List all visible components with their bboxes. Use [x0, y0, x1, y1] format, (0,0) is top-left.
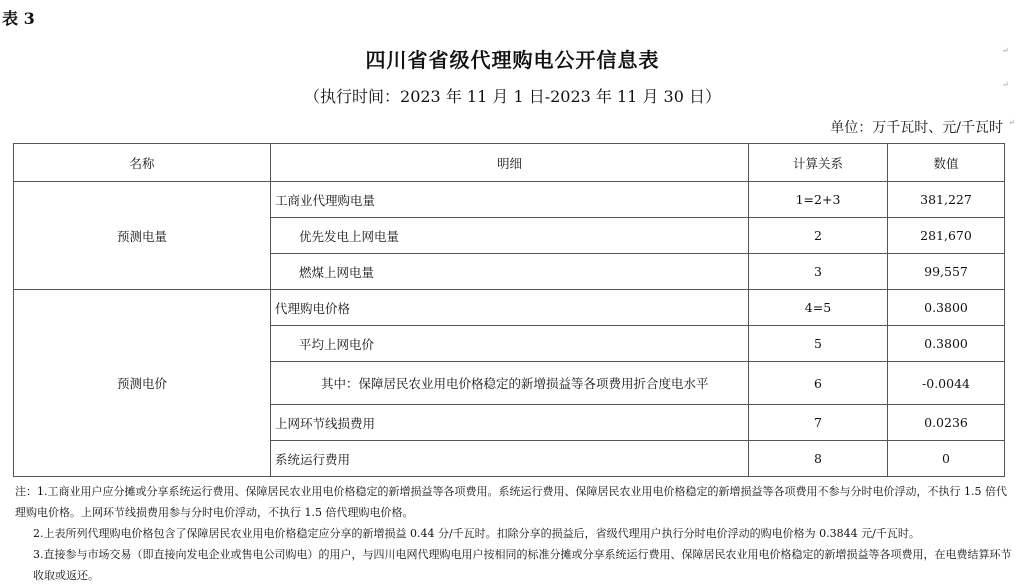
- row-detail: 代理购电价格: [271, 290, 749, 326]
- group-name-forecast-price: 预测电价: [14, 290, 271, 477]
- execution-period: （执行时间：2023 年 11 月 1 日-2023 年 11 月 30 日）: [304, 87, 721, 106]
- table-number-label: 表 3: [2, 9, 35, 28]
- row-value: 0: [888, 441, 1005, 477]
- row-formula: 3: [749, 254, 888, 290]
- row-value: 99,557: [888, 254, 1005, 290]
- row-formula: 4=5: [749, 290, 888, 326]
- row-detail: 其中：保障居民农业用电价格稳定的新增损益等各项费用折合度电水平: [271, 362, 749, 405]
- row-detail: 系统运行费用: [271, 441, 749, 477]
- row-detail: 上网环节线损费用: [271, 405, 749, 441]
- table-row: [14, 182, 1005, 218]
- table-header-row: [14, 144, 1005, 182]
- row-value: 0.3800: [888, 290, 1005, 326]
- row-value: 0.3800: [888, 326, 1005, 362]
- row-value: -0.0044: [888, 362, 1005, 405]
- paragraph-mark-icon: ↵: [1008, 118, 1015, 127]
- unit-label: 单位：万千瓦时、元/千瓦时: [830, 120, 1003, 136]
- paragraph-mark-icon: ↵: [1002, 46, 1009, 55]
- column-header-detail: 明细: [271, 144, 749, 182]
- row-detail: 优先发电上网电量: [271, 218, 749, 254]
- footnote-1: 注：1.工商业用户应分摊或分享系统运行费用、保障居民农业用电价格稳定的新增损益等各项费用。系统运行费用、保障居民农业用电价格稳定的新增损益等各项费用不参与分时电价浮动，不执行 1.5 倍代理购电价格。上网环节线损费用参与分时电价浮动，不执行 1.5 倍代理购电价格。: [15, 485, 1007, 519]
- table-row: [14, 290, 1005, 326]
- row-value: 381,227: [888, 182, 1005, 218]
- footnotes: [13, 481, 1013, 586]
- row-detail: 燃煤上网电量: [271, 254, 749, 290]
- footnote-2: 2.上表所列代理购电价格包含了保障居民农业用电价格稳定应分享的新增损益 0.44 分/千瓦时。扣除分享的损益后，省级代理用户执行分时电价浮动的购电价格为 0.3844 元/千瓦时。: [33, 527, 920, 540]
- row-formula: 8: [749, 441, 888, 477]
- column-header-name: 名称: [14, 144, 271, 182]
- row-formula: 5: [749, 326, 888, 362]
- column-header-value: 数值: [888, 144, 1005, 182]
- group-name-forecast-volume: 预测电量: [14, 182, 271, 290]
- footnote-3: 3.直接参与市场交易（即直接向发电企业或售电公司购电）的用户，与四川电网代理购电用户按相同的标准分摊或分享系统运行费用、保障居民农业用电价格稳定的新增损益等各项费用，在电费结算环节收取或返还。: [33, 548, 1012, 582]
- row-detail: 工商业代理购电量: [271, 182, 749, 218]
- row-formula: 2: [749, 218, 888, 254]
- row-value: 281,670: [888, 218, 1005, 254]
- paragraph-mark-icon: ↵: [1002, 80, 1009, 89]
- proxy-purchase-info-table: [13, 143, 1005, 477]
- document-title: 四川省省级代理购电公开信息表: [365, 48, 660, 72]
- row-formula: 6: [749, 362, 888, 405]
- column-header-formula: 计算关系: [749, 144, 888, 182]
- row-formula: 1=2+3: [749, 182, 888, 218]
- row-formula: 7: [749, 405, 888, 441]
- row-detail: 平均上网电价: [271, 326, 749, 362]
- row-value: 0.0236: [888, 405, 1005, 441]
